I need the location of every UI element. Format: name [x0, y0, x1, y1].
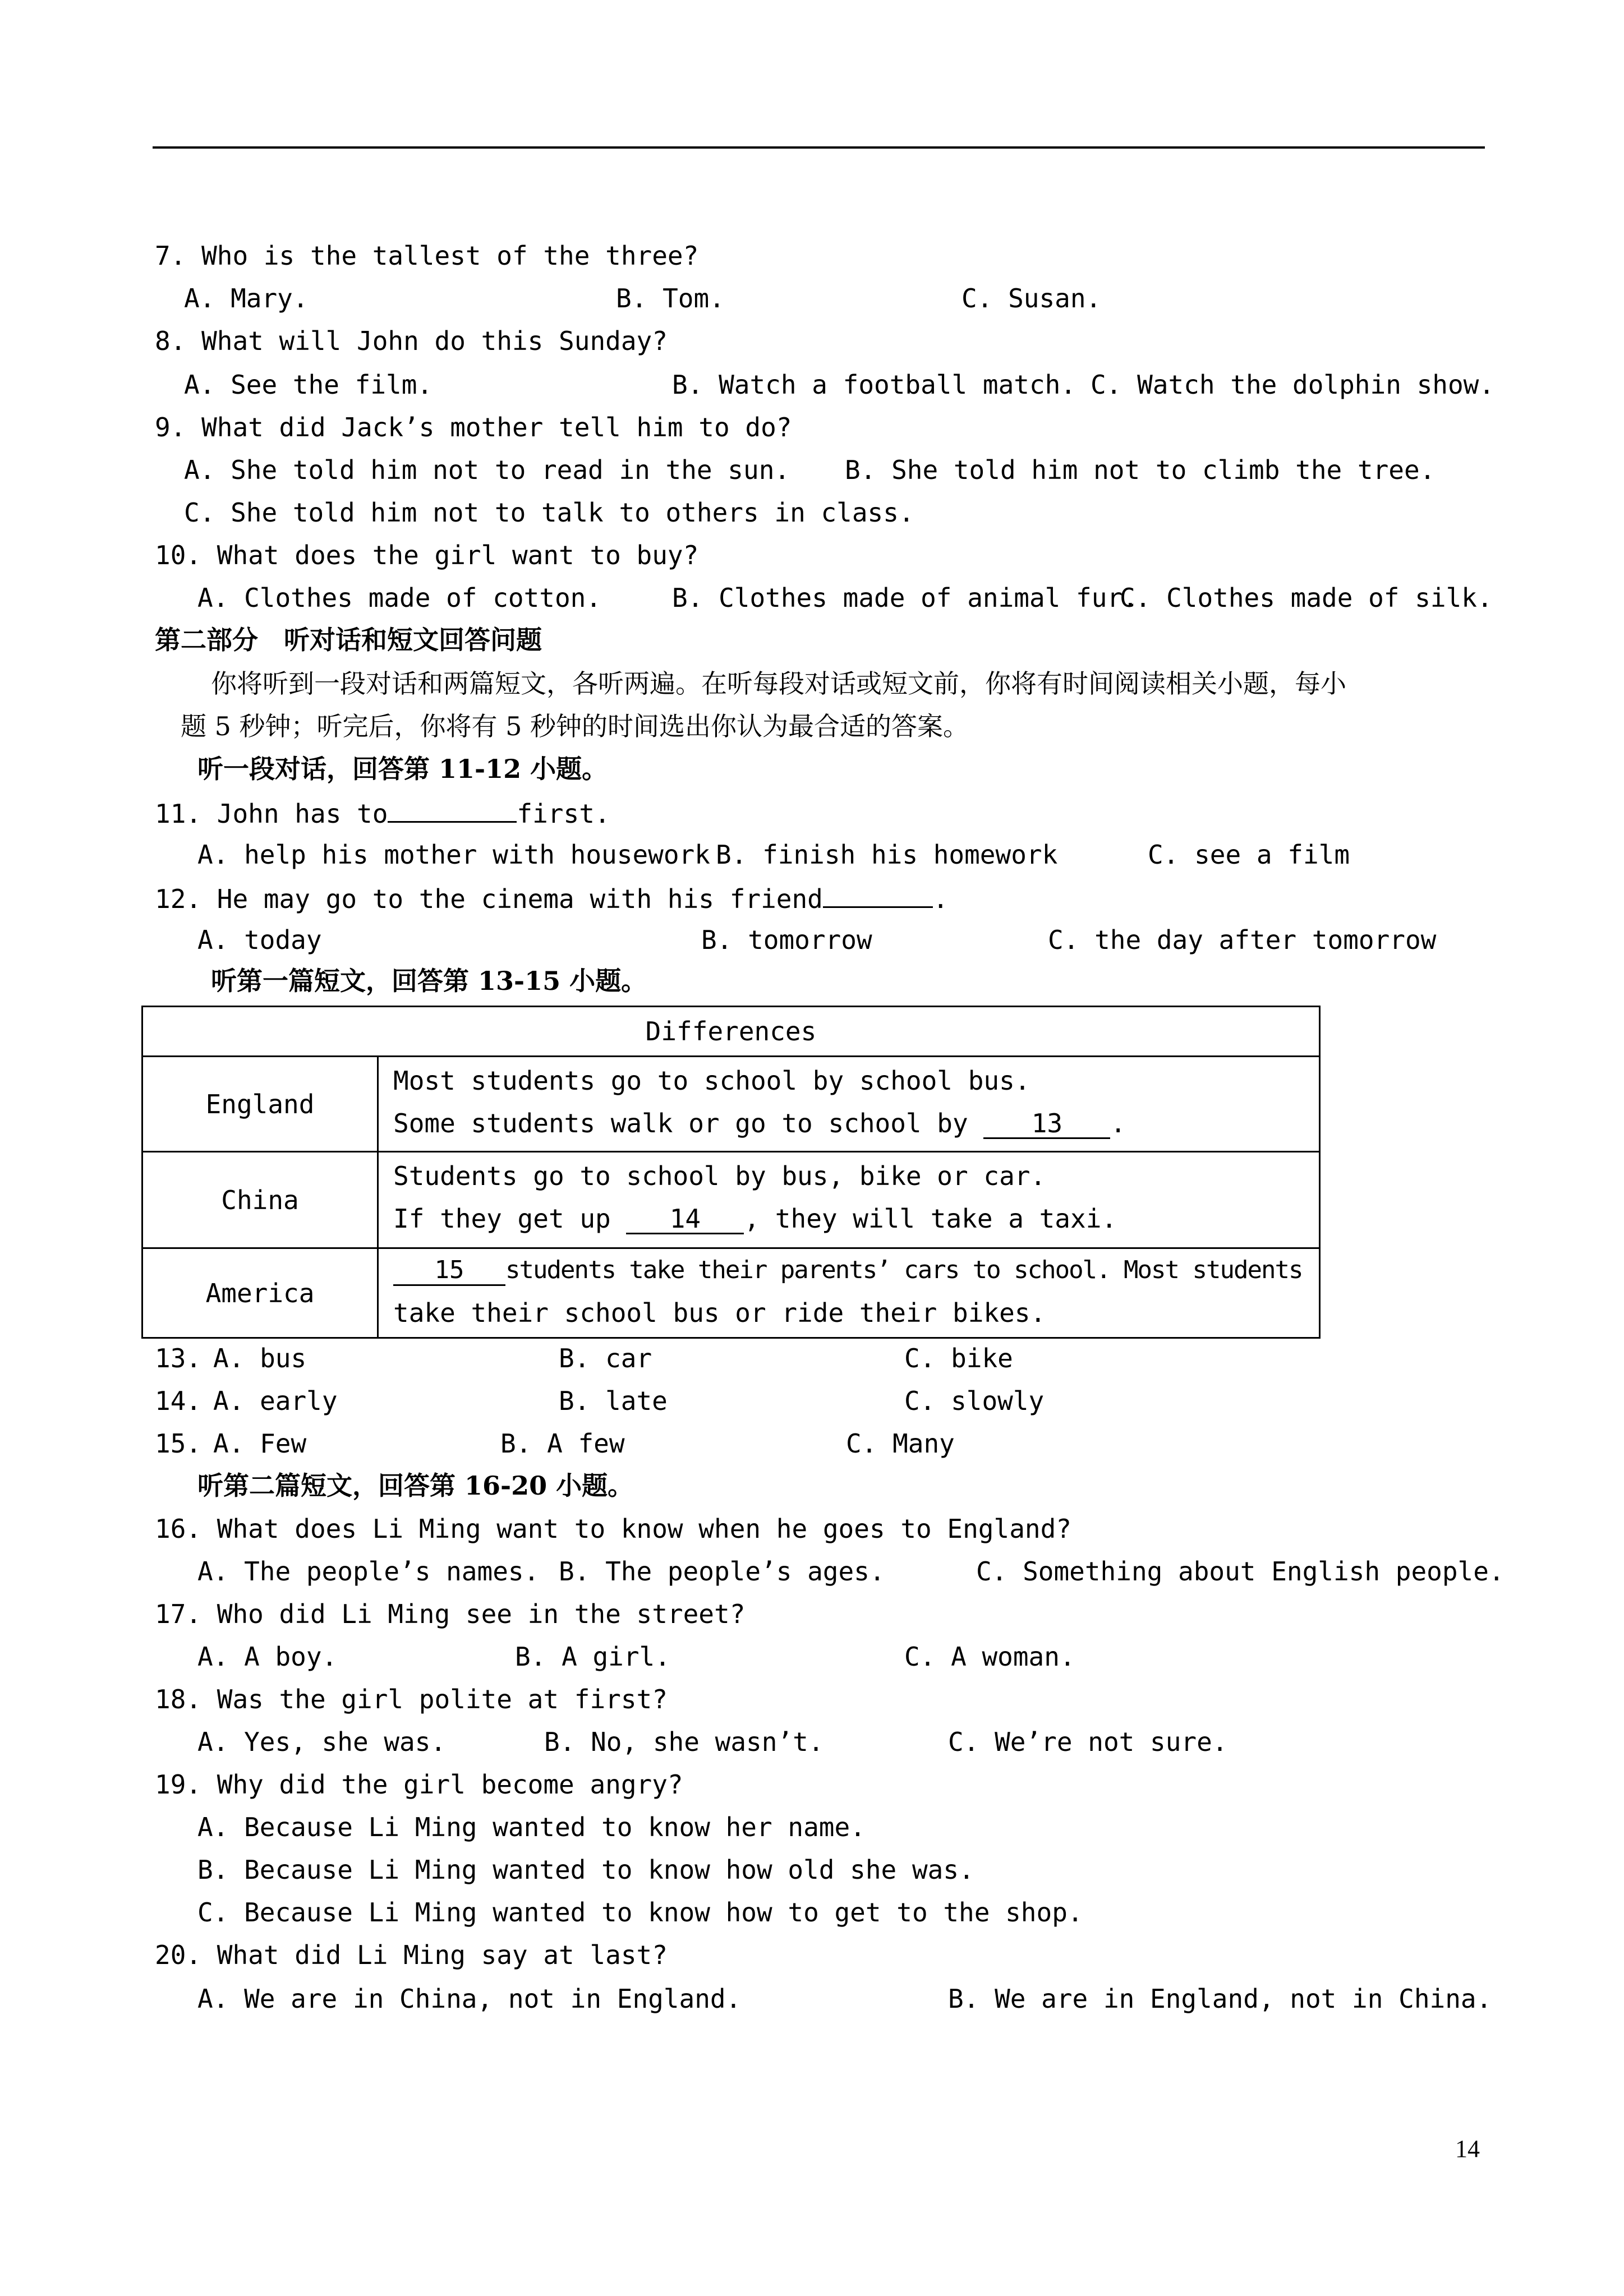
question-7: 7. Who is the tallest of the three?	[155, 241, 699, 271]
q11-option-b: B. finish his homework	[716, 840, 1058, 870]
q15-option-a: A. Few	[213, 1428, 307, 1459]
q10-option-b: B. Clothes made of animal fur.	[672, 583, 1138, 613]
q9-option-b: B. She told him not to climb the tree.	[845, 455, 1436, 485]
q12-option-c: C. the day after tomorrow	[1048, 925, 1437, 955]
q19-option-a: A. Because Li Ming wanted to know her name.	[197, 1812, 866, 1842]
q13-option-c: C. bike	[904, 1343, 1013, 1373]
passage2-heading: 听第二篇短文，回答第 16-20 小题。	[197, 1470, 634, 1501]
q8-option-a: A. See the film.	[184, 370, 433, 400]
question-8: 8. What will John do this Sunday?	[155, 326, 668, 356]
q14-number: 14.	[155, 1386, 202, 1416]
q15-number: 15.	[155, 1428, 202, 1459]
question-18: 18. Was the girl polite at first?	[155, 1684, 668, 1714]
china-line2-end: , they will take a taxi.	[744, 1204, 1117, 1234]
q18-option-c: C. We’re not sure.	[948, 1727, 1228, 1757]
differences-table	[141, 1006, 1321, 1339]
passage1-heading: 听第一篇短文，回答第 13-15 小题。	[211, 966, 647, 996]
q16-option-a: A. The people’s names.	[197, 1556, 540, 1587]
q10-option-a: A. Clothes made of cotton.	[197, 583, 602, 613]
america-line2: take their school bus or ride their bikes.	[393, 1298, 1046, 1328]
q19-option-c: C. Because Li Ming wanted to know how to get to the shop.	[197, 1897, 1083, 1928]
q11-text-end: first.	[517, 799, 610, 829]
q9-option-c: C. She told him not to talk to others in class.	[184, 497, 914, 528]
china-line2	[393, 1197, 1117, 1240]
q11-blank	[388, 795, 517, 823]
england-line1: Most students go to school by school bus.	[393, 1066, 1030, 1096]
q12-text: 12. He may go to the cinema with his friend	[155, 884, 823, 914]
q12-blank	[823, 880, 933, 908]
q14-option-c: C. slowly	[904, 1386, 1045, 1416]
q14-option-a: A. early	[213, 1386, 338, 1416]
dialog-heading: 听一段对话，回答第 11-12 小题。	[197, 754, 608, 784]
question-17: 17. Who did Li Ming see in the street?	[155, 1599, 746, 1629]
q12-option-a: A. today	[197, 925, 322, 955]
blank-15: 15	[393, 1256, 505, 1286]
china-line1: Students go to school by bus, bike or car.	[393, 1161, 1046, 1191]
part2-intro-line2: 题 5 秒钟；听完后，你将有 5 秒钟的时间选出你认为最合适的答案。	[181, 711, 969, 741]
header-rule	[153, 146, 1485, 149]
q16-option-c: C. Something about English people.	[976, 1556, 1505, 1587]
england-line2	[393, 1102, 1126, 1145]
blank-13: 13	[983, 1109, 1110, 1139]
q14-option-b: B. late	[559, 1386, 668, 1416]
q7-option-c: C. Susan.	[961, 283, 1102, 313]
table-label-china: China	[143, 1152, 379, 1247]
question-16: 16. What does Li Ming want to know when he goes to England?	[155, 1514, 1071, 1544]
q18-option-a: A. Yes, she was.	[197, 1727, 447, 1757]
america-line1	[393, 1249, 1302, 1292]
england-line2-text: Some students walk or go to school by	[393, 1108, 984, 1138]
q15-option-b: B. A few	[500, 1428, 625, 1459]
q11-option-a: A. help his mother with housework	[197, 840, 710, 870]
q10-option-c: C. Clothes made of silk.	[1120, 583, 1493, 613]
page-number: 14	[1455, 2135, 1480, 2163]
q7-option-a: A. Mary.	[184, 283, 309, 313]
blank-14: 14	[626, 1205, 744, 1234]
q13-option-b: B. car	[559, 1343, 652, 1373]
question-10: 10. What does the girl want to buy?	[155, 540, 699, 570]
table-row-england	[143, 1055, 1319, 1151]
q17-option-c: C. A woman.	[904, 1642, 1075, 1672]
q20-option-a: A. We are in China, not in England.	[197, 1984, 742, 2014]
table-row-china	[143, 1151, 1319, 1247]
q19-option-b: B. Because Li Ming wanted to know how old she was.	[197, 1855, 974, 1885]
q16-option-b: B. The people’s ages.	[559, 1556, 885, 1587]
question-11	[155, 795, 610, 831]
q8-option-c: C. Watch the dolphin show.	[1091, 370, 1495, 400]
q9-option-a: A. She told him not to read in the sun.	[184, 455, 790, 485]
question-20: 20. What did Li Ming say at last?	[155, 1940, 668, 1970]
table-label-england: England	[143, 1057, 379, 1151]
q18-option-b: B. No, she wasn’t.	[544, 1727, 824, 1757]
q11-text: 11. John has to	[155, 799, 388, 829]
q12-text-end: .	[932, 884, 949, 914]
question-12	[155, 880, 949, 916]
q8-option-b: B. Watch a football match.	[672, 370, 1076, 400]
part2-title: 第二部分 听对话和短文回答问题	[155, 625, 542, 655]
table-label-america: America	[143, 1249, 379, 1337]
table-header: Differences	[645, 1016, 817, 1046]
q17-option-b: B. A girl.	[515, 1642, 670, 1672]
part2-intro-line1: 你将听到一段对话和两篇短文，各听两遍。在听每段对话或短文前，你将有时间阅读相关小题，每小	[211, 668, 1346, 699]
q15-option-c: C. Many	[846, 1428, 955, 1459]
question-19: 19. Why did the girl become angry?	[155, 1769, 683, 1800]
q13-option-a: A. bus	[213, 1343, 307, 1373]
q13-number: 13.	[155, 1343, 202, 1373]
q11-option-c: C. see a film	[1148, 840, 1350, 870]
q17-option-a: A. A boy.	[197, 1642, 338, 1672]
england-line2-end: .	[1110, 1108, 1126, 1138]
america-line1-text: students take their parents’ cars to school. Most students	[505, 1256, 1303, 1284]
q7-option-b: B. Tom.	[616, 283, 725, 313]
question-9: 9. What did Jack’s mother tell him to do?	[155, 412, 792, 442]
q12-option-b: B. tomorrow	[701, 925, 872, 955]
china-line2-text: If they get up	[393, 1204, 627, 1234]
q20-option-b: B. We are in England, not in China.	[948, 1984, 1492, 2014]
table-row-america	[143, 1247, 1319, 1337]
